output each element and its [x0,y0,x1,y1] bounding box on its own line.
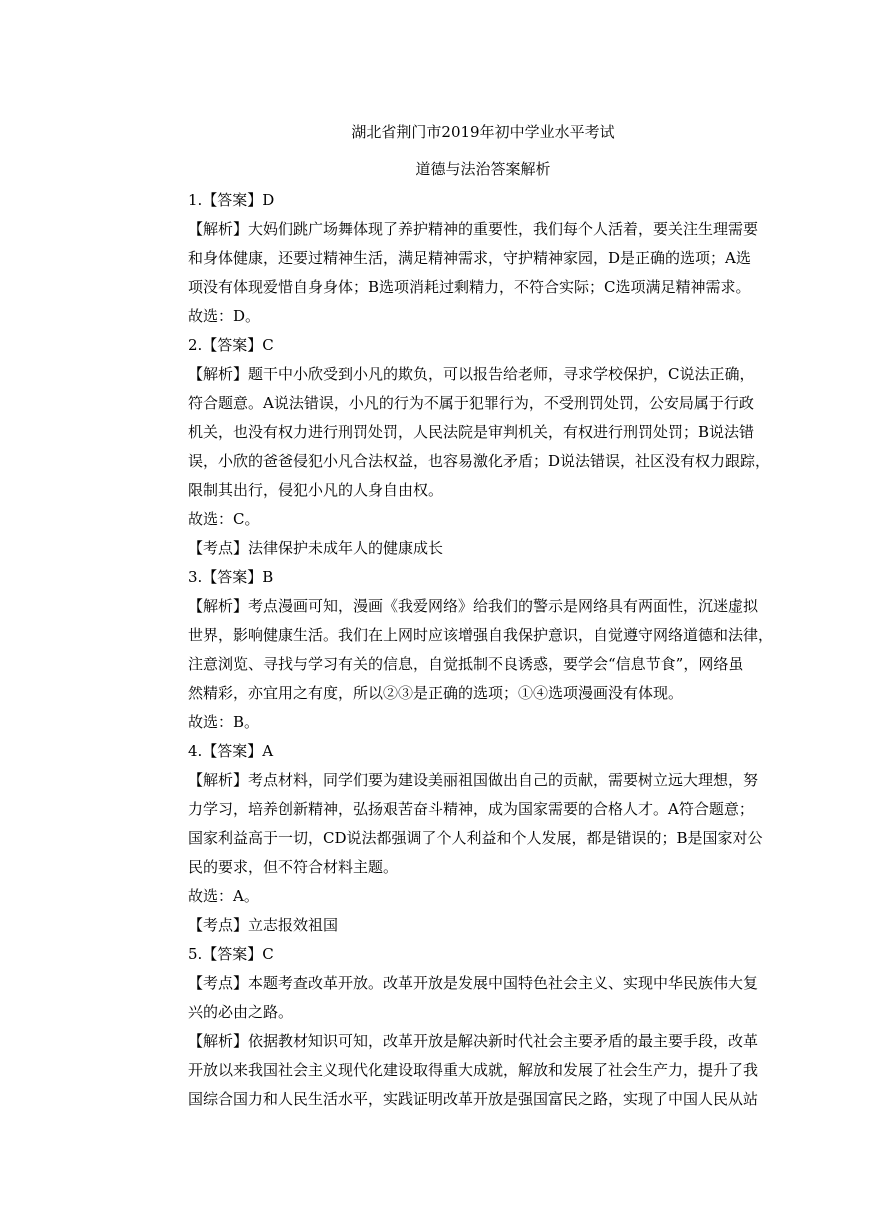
point-label: 【考点】 [188,916,249,934]
choice-3: 故选：B。 [188,713,260,731]
answer-5: 5.【答案】C [188,945,274,963]
analysis-1-line-2: 和身体健康，还要过精神生活，满足精神需求，守护精神家园，D是正确的选项；A选 [188,249,751,267]
analysis-4-line-3: 国家利益高于一切，CD说法都强调了个人利益和个人发展，都是错误的；B是国家对公 [188,829,763,847]
point-5 [188,969,778,1027]
analysis-3 [188,592,778,708]
analysis-label: 【解析】 [188,220,249,238]
analysis-label: 【解析】 [188,597,249,615]
point-label: 【考点】 [188,974,249,992]
analysis-2-line-1: 【解析】题干中小欣受到小凡的欺负，可以报告给老师，寻求学校保护，C说法正确， [188,365,755,383]
analysis-5-line-3: 国综合国力和人民生活水平，实践证明改革开放是强国富民之路，实现了中国人民从站 [188,1090,759,1108]
point-4: 【考点】立志报效祖国 [188,916,339,934]
analysis-1 [188,215,778,302]
analysis-3-line-1: 【解析】考点漫画可知，漫画《我爱网络》给我们的警示是网络具有两面性，沉迷虚拟 [188,597,759,615]
analysis-2-line-4: 误，小欣的爸爸侵犯小凡合法权益，也容易激化矛盾；D说法错误，社区没有权力跟踪， [188,452,771,470]
analysis-4-line-1: 【解析】考点材料，同学们要为建设美丽祖国做出自己的贡献，需要树立远大理想，努 [188,771,759,789]
answer-1: 1.【答案】D [188,191,275,209]
analysis-2-line-3: 机关，也没有权力进行刑罚处罚，人民法院是审判机关，有权进行刑罚处罚；B说法错 [188,423,755,441]
analysis-4-line-2: 力学习，培养创新精神，弘扬艰苦奋斗精神，成为国家需要的合格人才。A符合题意； [188,800,754,818]
analysis-5-line-1: 【解析】依据教材知识可知，改革开放是解决新时代社会主要矛盾的最主要手段，改革 [188,1032,759,1050]
document-body [188,120,778,1114]
analysis-label: 【解析】 [188,365,249,383]
analysis-1-line-3: 项没有体现爱惜自身身体；B选项消耗过剩精力，不符合实际；C选项满足精神需求。 [188,278,751,296]
answer-3: 3.【答案】B [188,568,274,586]
choice-2: 故选：C。 [188,510,260,528]
point-5-line-2: 兴的必由之路。 [188,1003,294,1021]
analysis-3-line-3: 注意浏览、寻找与学习有关的信息，自觉抵制不良诱惑，要学会“信息节食”，网络虽 [188,655,744,673]
analysis-4 [188,766,778,882]
choice-1: 故选：D。 [188,307,261,325]
analysis-3-line-2: 世界，影响健康生活。我们在上网时应该增强自我保护意识，自觉遵守网络道德和法律， [188,626,774,644]
analysis-2 [188,360,778,505]
analysis-1-line-1: 【解析】大妈们跳广场舞体现了养护精神的重要性，我们每个人活着，要关注生理需要 [188,220,759,238]
answer-4: 4.【答案】A [188,742,274,760]
document-subtitle: 道德与法治答案解析 [415,160,551,178]
analysis-2-line-5: 限制其出行，侵犯小凡的人身自由权。 [188,481,444,499]
analysis-5 [188,1027,778,1114]
point-label: 【考点】 [188,539,249,557]
answer-2: 2.【答案】C [188,336,274,354]
analysis-4-line-4: 民的要求，但不符合材料主题。 [188,858,399,876]
analysis-label: 【解析】 [188,1032,249,1050]
document-title: 湖北省荆门市2019年初中学业水平考试 [351,123,615,141]
point-5-line-1: 【考点】本题考查改革开放。改革开放是发展中国特色社会主义、实现中华民族伟大复 [188,974,759,992]
choice-4: 故选：A。 [188,887,259,905]
point-2: 【考点】法律保护未成年人的健康成长 [188,539,444,557]
analysis-3-line-4: 然精彩，亦宜用之有度，所以②③是正确的选项；①④选项漫画没有体现。 [188,684,684,702]
analysis-2-line-2: 符合题意。A说法错误，小凡的行为不属于犯罪行为，不受刑罚处罚，公安局属于行政 [188,394,754,412]
analysis-5-line-2: 开放以来我国社会主义现代化建设取得重大成就，解放和发展了社会生产力，提升了我 [188,1061,759,1079]
analysis-label: 【解析】 [188,771,249,789]
